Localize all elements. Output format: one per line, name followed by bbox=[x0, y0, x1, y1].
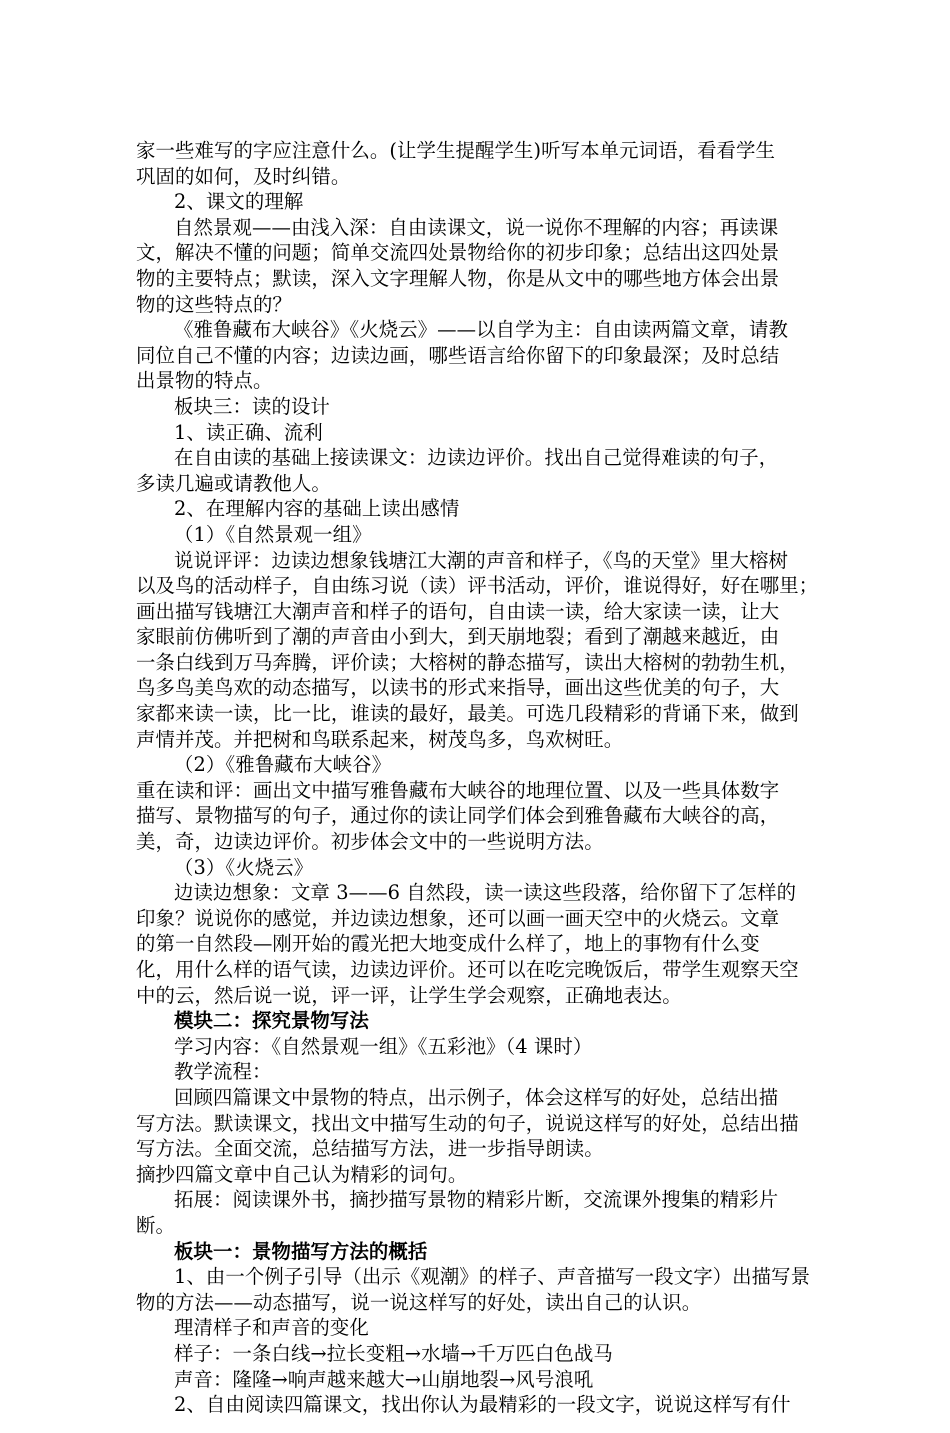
text-line: 美，奇，边读边评价。初步体会文中的一些说明方法。 bbox=[136, 830, 604, 854]
text-line: 拓展：阅读课外书，摘抄描写景物的精彩片断，交流课外搜集的精彩片 bbox=[174, 1188, 779, 1212]
text-line: 理清样子和声音的变化 bbox=[174, 1316, 369, 1340]
text-line: 一条白线到万马奔腾，评价读；大榕树的静态描写，读出大榕树的勃勃生机， bbox=[136, 650, 799, 674]
text-line: 画出描写钱塘江大潮声音和样子的语句，自由读一读，给大家读一读，让大 bbox=[136, 599, 780, 623]
text-line: 家眼前仿佛听到了潮的声音由小到大，到天崩地裂；看到了潮越来越近，由 bbox=[136, 625, 780, 649]
text-line: 板块三：读的设计 bbox=[174, 394, 330, 418]
text-line: 巩固的如何，及时纠错。 bbox=[136, 164, 351, 188]
text-line: 回顾四篇课文中景物的特点，出示例子，体会这样写的好处，总结出描 bbox=[174, 1085, 779, 1109]
text-line: 物的方法——动态描写，说一说这样写的好处，读出自己的认识。 bbox=[136, 1290, 702, 1314]
text-line: 断。 bbox=[136, 1213, 175, 1237]
text-line: 声音：隆隆→响声越来越大→山崩地裂→风号浪吼 bbox=[174, 1367, 594, 1391]
text-line: 的第一自然段—刚开始的霞光把大地变成什么样了，地上的事物有什么变 bbox=[136, 932, 760, 956]
text-line: 以及鸟的活动样子，自由练习说（读）评书活动，评价，谁说得好，好在哪里； bbox=[136, 574, 819, 598]
text-line: 《雅鲁藏布大峡谷》《火烧云》——以自学为主：自由读两篇文章，请教 bbox=[174, 318, 788, 342]
text-line: 2、自由阅读四篇课文，找出你认为最精彩的一段文字，说说这样写有什 bbox=[174, 1393, 791, 1417]
text-line: 文，解决不懂的问题；简单交流四处景物给你的初步印象；总结出这四处景 bbox=[136, 241, 780, 265]
text-line: 家一些难写的字应注意什么。(让学生提醒学生)听写本单元词语，看看学生 bbox=[136, 139, 776, 162]
text-line: 鸟多鸟美鸟欢的动态描写，以读书的形式来指导，画出这些优美的句子，大 bbox=[136, 676, 780, 700]
text-line: 家都来读一读，比一比，谁读的最好，最美。可选几段精彩的背诵下来，做到 bbox=[136, 702, 799, 726]
text-line: 样子：一条白线→拉长变粗→水墙→千万匹白色战马 bbox=[174, 1341, 613, 1365]
text-line: 自然景观——由浅入深：自由读课文，说一说你不理解的内容；再读课 bbox=[174, 215, 779, 239]
text-line: 摘抄四篇文章中自己认为精彩的词句。 bbox=[136, 1162, 468, 1186]
text-line: 重在读和评：画出文中描写雅鲁藏布大峡谷的地理位置、以及一些具体数字 bbox=[136, 778, 780, 802]
text-line: 描写、景物描写的句子，通过你的读让同学们体会到雅鲁藏布大峡谷的高， bbox=[136, 804, 780, 828]
text-line: 教学流程： bbox=[174, 1060, 272, 1084]
text-line: 印象？说说你的感觉，并边读边想象，还可以画一画天空中的火烧云。文章 bbox=[136, 906, 780, 930]
text-line: 物的主要特点；默读，深入文字理解人物，你是从文中的哪些地方体会出景 bbox=[136, 266, 780, 290]
text-line: 多读几遍或请教他人。 bbox=[136, 471, 331, 495]
text-line: 2、课文的理解 bbox=[174, 190, 304, 214]
text-line: 声情并茂。并把树和鸟联系起来，树茂鸟多，鸟欢树旺。 bbox=[136, 727, 624, 751]
text-line: 1、读正确、流利 bbox=[174, 420, 323, 444]
text-line: （1）《自然景观一组》 bbox=[174, 522, 372, 546]
text-line: 2、在理解内容的基础上读出感情 bbox=[174, 497, 460, 521]
text-line: （2）《雅鲁藏布大峡谷》 bbox=[174, 753, 392, 777]
document-page bbox=[136, 138, 826, 1418]
text-line: 在自由读的基础上接读课文：边读边评价。找出自己觉得难读的句子， bbox=[174, 446, 779, 470]
text-line: 化，用什么样的语气读，边读边评价。还可以在吃完晚饭后，带学生观察天空 bbox=[136, 958, 799, 981]
text-line: 同位自己不懂的内容；边读边画，哪些语言给你留下的印象最深；及时总结 bbox=[136, 343, 780, 367]
text-line: 出景物的特点。 bbox=[136, 369, 273, 393]
text-line: 1、由一个例子引导（出示《观潮》的样子、声音描写一段文字）出描写景 bbox=[174, 1265, 811, 1289]
text-line: 边读边想象：文章 3——6 自然段，读一读这些段落，给你留下了怎样的 bbox=[174, 881, 797, 905]
text-line: 学习内容：《自然景观一组》《五彩池》（4 课时） bbox=[174, 1034, 593, 1058]
text-line: 物的这些特点的？ bbox=[136, 292, 292, 316]
section-heading: 板块一：景物描写方法的概括 bbox=[174, 1239, 428, 1263]
text-line: 写方法。默读课文，找出文中描写生动的句子，说说这样写的好处，总结出描 bbox=[136, 1111, 799, 1135]
text-line: 说说评评：边读边想象钱塘江大潮的声音和样子，《鸟的天堂》里大榕树 bbox=[174, 548, 788, 572]
section-heading: 模块二：探究景物写法 bbox=[174, 1009, 369, 1033]
text-line: （3）《火烧云》 bbox=[174, 855, 314, 879]
text-line: 写方法。全面交流，总结描写方法，进一步指导朗读。 bbox=[136, 1137, 604, 1161]
text-line: 中的云，然后说一说，评一评，让学生学会观察，正确地表达。 bbox=[136, 983, 682, 1007]
